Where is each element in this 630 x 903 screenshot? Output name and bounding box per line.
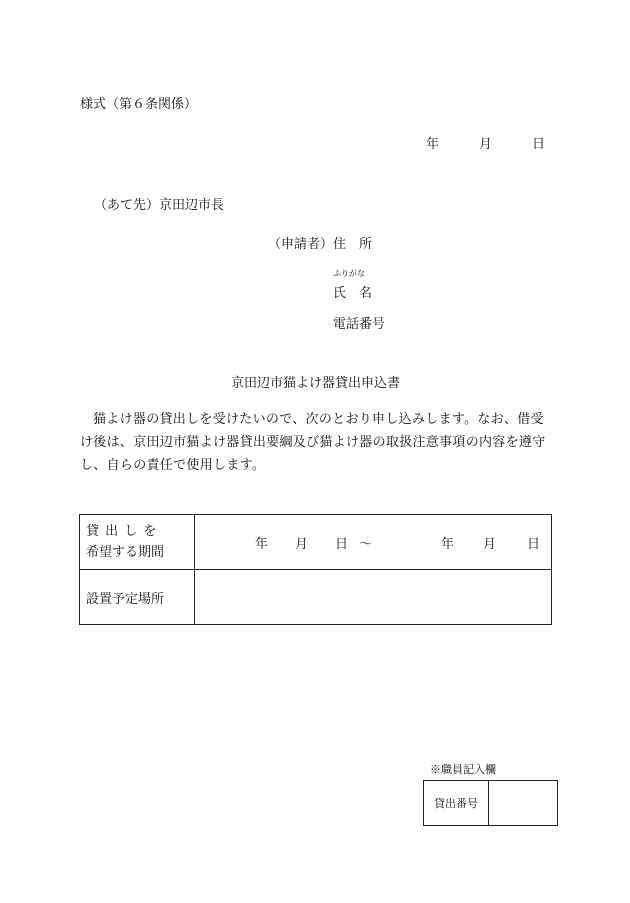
document-title: 京田辺市猫よけ器貸出申込書 xyxy=(231,376,401,391)
from-year: 年 xyxy=(255,536,269,552)
loan-number-label: 貸出番号 xyxy=(424,781,489,826)
date-year-label: 年 xyxy=(426,137,440,152)
name-label: 氏 名 xyxy=(333,286,373,301)
to-day: 日 xyxy=(527,536,541,552)
period-fields xyxy=(195,533,551,552)
period-label-line1: 貸 出 し を xyxy=(86,524,158,539)
to-month: 月 xyxy=(483,536,497,552)
date-month-label: 月 xyxy=(479,137,493,152)
staff-table xyxy=(423,780,558,826)
body-paragraph: 猫よけ器の貸出しを受けたいので、次のとおり申し込みします。なお、借受け後は、京田辺市猫よけ器貸出要綱及び猫よけ器の取扱注意事項の内容を遵守し、自らの責任で使用します。 xyxy=(80,412,546,473)
from-day: 日 xyxy=(335,536,349,552)
location-value-cell[interactable] xyxy=(195,570,552,625)
application-table xyxy=(79,514,552,625)
location-row xyxy=(80,570,552,625)
date-day-label: 日 xyxy=(532,137,546,152)
period-label-cell xyxy=(80,515,195,570)
furigana-label: ふりがな xyxy=(333,269,365,278)
to-year: 年 xyxy=(441,536,455,552)
addressee: （あて先）京田辺市長 xyxy=(94,198,225,213)
address-label: 住 所 xyxy=(333,237,373,252)
period-value-cell[interactable] xyxy=(195,515,552,570)
applicant-prefix: （申請者） xyxy=(268,237,334,252)
form-label: 様式（第６条関係） xyxy=(80,97,198,112)
staff-row xyxy=(424,781,558,826)
loan-number-cell[interactable] xyxy=(489,781,558,826)
from-month: 月 xyxy=(295,536,309,552)
phone-label: 電話番号 xyxy=(333,317,386,332)
period-label-line2: 希望する期間 xyxy=(86,545,165,560)
period-row xyxy=(80,515,552,570)
period-tilde: ～ xyxy=(359,536,373,552)
staff-heading: ※職員記入欄 xyxy=(430,763,496,776)
location-label-cell: 設置予定場所 xyxy=(80,570,195,625)
